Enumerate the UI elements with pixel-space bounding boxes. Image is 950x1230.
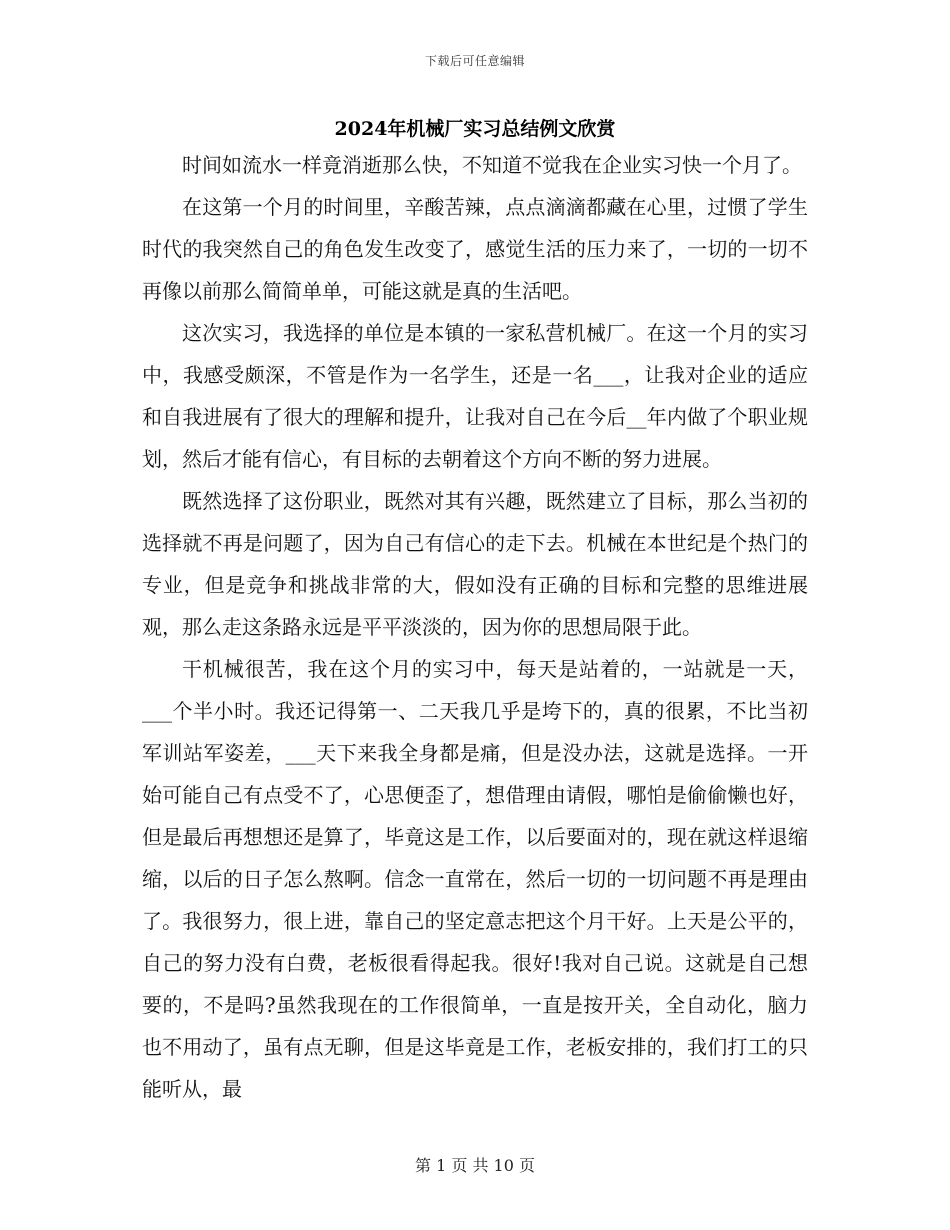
document-body — [142, 144, 808, 1110]
page-number: 第 1 页 共 10 页 — [415, 1156, 535, 1175]
document-title: 2024年机械厂实习总结例文欣赏 — [334, 118, 616, 140]
page-header-note: 下载后可任意编辑 — [424, 54, 525, 68]
paragraph: 干机械很苦，我在这个月的实习中，每天是站着的，一站就是一天，___个半小时。我还记得第一、二天我几乎是垮下的，真的很累，不比当初军训站军姿差，___天下来我全身都是痛，但是没办法，这就是选择。一开始可能自己有点受不了，心思便歪了，想借理由请假，哪怕是偷偷懒也好，但是最后再想想还是算了，毕竟这是工作，以后要面对的，现在就这样退缩缩，以后的日子怎么熬啊。信念一直常在，然后一切的一切问题不再是理由了。我很努力，很上进，靠自己的坚定意志把这个月干好。上天是公平的，自己的努力没有白费，老板很看得起我。很好!我对自己说。这就是自己想要的，不是吗?虽然我现在的工作很简单，一直是按开关，全自动化，脑力也不用动了，虽有点无聊，但是这毕竟是工作，老板安排的，我们打工的只能听从，最 — [142, 657, 808, 1101]
paragraph: 这次实习，我选择的单位是本镇的一家私营机械厂。在这一个月的实习中，我感受颇深，不管是作为一名学生，还是一名___，让我对企业的适应和自我进展有了很大的理解和提升，让我对自己在今后__年内做了个职业规划，然后才能有信心，有目标的去朝着这个方向不断的努力进展。 — [142, 321, 808, 471]
paragraph: 时间如流水一样竟消逝那么快，不知道不觉我在企业实习快一个月了。 — [182, 153, 802, 177]
paragraph: 在这第一个月的时间里，辛酸苦辣，点点滴滴都藏在心里，过惯了学生时代的我突然自己的角色发生改变了，感觉生活的压力来了，一切的一切不再像以前那么简简单单，可能这就是真的生活吧。 — [142, 195, 808, 303]
paragraph: 既然选择了这份职业，既然对其有兴趣，既然建立了目标，那么当初的选择就不再是问题了，因为自己有信心的走下去。机械在本世纪是个热门的专业，但是竞争和挑战非常的大，假如没有正确的目标和完整的思维进展观，那么走这条路永远是平平淡淡的，因为你的思想局限于此。 — [142, 489, 808, 639]
